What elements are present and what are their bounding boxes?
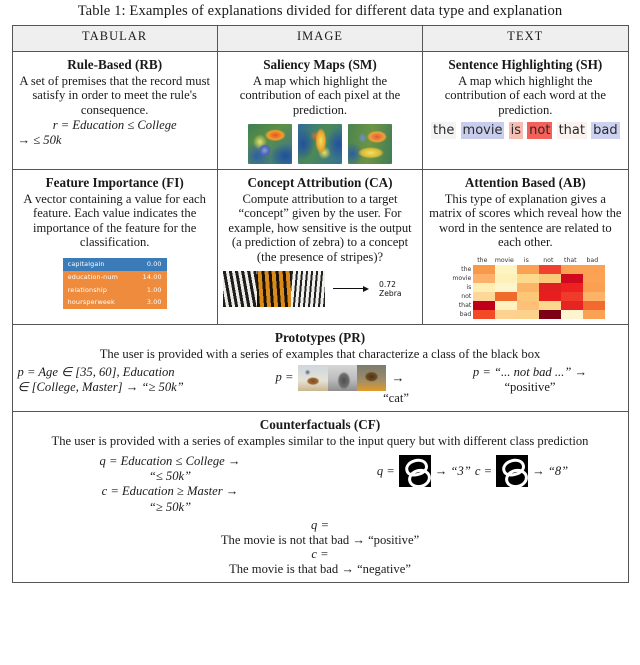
ab-cell — [495, 292, 517, 301]
ab-cell — [473, 283, 495, 292]
fi-row-capitalgain — [63, 258, 167, 271]
zebra-stripes-image-1 — [223, 271, 257, 307]
ab-cell — [583, 310, 605, 319]
pr-tabular-line-2: ∈ [College, Master] → “≥ 50k” — [17, 380, 184, 395]
ab-row-label-not: not — [461, 293, 472, 301]
cf-tab-line-1: q = Education ≤ College → — [99, 454, 241, 469]
ab-cell — [583, 292, 605, 301]
ab-cell — [583, 283, 605, 292]
pr-description: The user is provided with a series of examples that characterize a class of the black box — [99, 347, 541, 362]
fi-description: A vector containing a value for each feature. Each value indicates the importance of the feature for the classification. — [23, 191, 206, 250]
mnist-digit-counterfactual-image — [496, 455, 528, 487]
ab-cell — [473, 292, 495, 301]
ab-cell — [561, 274, 583, 283]
cf-query-output: → “3” — [434, 463, 471, 478]
ab-cell — [473, 265, 495, 274]
cell-attention-based — [423, 169, 628, 325]
ab-cell — [561, 292, 583, 301]
ab-cell — [539, 301, 561, 310]
table-body — [12, 51, 628, 582]
sh-token-bad: bad — [593, 122, 618, 138]
ab-row-that — [445, 301, 605, 310]
pr-cat-images — [298, 365, 386, 391]
mnist-digit-query-image — [399, 455, 431, 487]
fi-chart-wrap — [18, 258, 212, 309]
saliency-map-image-3 — [348, 124, 392, 164]
fi-feature-value: 3.00 — [146, 298, 162, 307]
ab-row-bad — [445, 310, 605, 319]
cf-counter-output: → “8” — [532, 463, 569, 478]
fi-feature-name: education-num — [67, 272, 118, 281]
cf-image-example — [323, 454, 623, 487]
explanations-table — [12, 25, 629, 583]
sm-image-strip — [223, 124, 417, 164]
ab-col-label-the: the — [477, 256, 488, 264]
ab-cell — [517, 274, 539, 283]
cf-query-prefix: q = — [376, 463, 395, 478]
pr-image-label: “cat” — [383, 391, 409, 406]
cf-tab-line-3: c = Education ≥ Master → — [101, 484, 239, 499]
ca-example — [223, 271, 417, 307]
cf-tab-line-2: “≤ 50k” — [148, 469, 192, 484]
fi-feature-name: hoursperweek — [67, 298, 115, 307]
ab-cell — [495, 310, 517, 319]
ca-score-label: 0.72 Zebra — [379, 279, 402, 298]
pr-text-line-1: p = “... not bad ...” → — [472, 365, 588, 380]
ab-col-label-movie: movie — [494, 256, 514, 264]
ab-cell — [539, 310, 561, 319]
ab-row-movie — [445, 274, 605, 283]
ab-col-label-bad: bad — [586, 256, 599, 264]
ab-column-labels — [445, 257, 605, 266]
sh-token-not: not — [529, 122, 551, 138]
pr-title: Prototypes (PR) — [274, 330, 366, 346]
saliency-map-image-2 — [298, 124, 342, 164]
ab-cell — [495, 265, 517, 274]
fi-row-hoursperweek — [63, 296, 167, 309]
ab-row-is — [445, 283, 605, 292]
ab-row-label-that: that — [458, 302, 472, 310]
sh-token-that: that — [558, 122, 585, 138]
pr-arrow-icon: → — [391, 370, 405, 386]
fi-row-education-num — [63, 271, 167, 284]
ab-row-label-is: is — [466, 284, 472, 292]
column-header-image: IMAGE — [217, 25, 422, 51]
ab-cell — [561, 265, 583, 274]
cat-photo-1 — [298, 365, 327, 391]
saliency-map-image-1 — [248, 124, 292, 164]
cell-saliency-maps — [217, 51, 422, 169]
feature-importance-chart — [63, 258, 167, 309]
fi-feature-value: 0.00 — [146, 260, 162, 269]
ca-arrow-icon — [333, 286, 369, 292]
ab-row-not — [445, 292, 605, 301]
cat-photo-2 — [328, 365, 357, 391]
cell-prototypes — [12, 325, 628, 411]
ab-cell — [495, 283, 517, 292]
table-row — [12, 51, 628, 169]
ab-row-the — [445, 265, 605, 274]
cf-txt-line-2: The movie is not that bad → “positive” — [220, 532, 420, 547]
ab-cell — [517, 265, 539, 274]
sh-token-the: the — [433, 122, 455, 138]
cell-sentence-highlighting — [423, 51, 628, 169]
cf-txt-line-4: The movie is that bad → “negative” — [229, 562, 411, 577]
ab-title: Attention Based (AB) — [464, 174, 586, 190]
ca-stripe-images — [223, 271, 325, 307]
pr-columns — [18, 365, 623, 406]
cell-feature-importance — [12, 169, 217, 325]
ab-cell — [539, 292, 561, 301]
pr-text-line-2: “positive” — [504, 380, 556, 395]
ab-cell — [561, 310, 583, 319]
pr-image-prefix: p = — [275, 370, 294, 385]
sh-description: A map which highlight the contribution of each word at the prediction. — [444, 73, 606, 117]
rb-formula-line-1: r = Education ≤ College — [52, 117, 177, 132]
attention-heatmap — [445, 257, 605, 320]
pr-text-example — [438, 365, 623, 395]
fi-feature-name: capitalgain — [67, 260, 105, 269]
fi-feature-name: relationship — [67, 285, 108, 294]
ca-description: Compute attribution to a target “concept” given by the user. For example, how sensitive is the output (a prediction of zebra) to a concept (the presence of stripes)? — [228, 191, 412, 264]
cell-counterfactuals — [12, 411, 628, 582]
rb-formula-line-2: → ≤ 50k — [17, 132, 62, 147]
ab-row-label-bad: bad — [459, 311, 472, 319]
ab-cell — [583, 274, 605, 283]
ab-cell — [517, 301, 539, 310]
ab-cell — [517, 292, 539, 301]
ab-cell — [539, 265, 561, 274]
fi-feature-value: 14.00 — [142, 272, 162, 281]
table-header — [12, 25, 628, 51]
cf-description: The user is provided with a series of examples similar to the input query but with different class prediction — [51, 433, 589, 448]
fi-title: Feature Importance (FI) — [45, 174, 184, 190]
cat-photo-3 — [357, 365, 386, 391]
cell-rule-based — [12, 51, 217, 169]
zebra-stripes-image-2 — [291, 271, 325, 307]
cf-tabular-example — [18, 454, 323, 514]
ab-cell — [561, 283, 583, 292]
ab-cell — [473, 310, 495, 319]
ab-row-label-the: the — [461, 266, 472, 274]
sh-token-is: is — [510, 122, 521, 138]
cf-text-example — [18, 518, 623, 577]
ab-heatmap-wrap — [428, 257, 622, 320]
ab-cell — [517, 310, 539, 319]
sh-title: Sentence Highlighting (SH) — [448, 56, 603, 72]
pr-tabular-example — [18, 365, 243, 395]
pr-image-example — [243, 365, 438, 406]
ab-cell — [561, 301, 583, 310]
ab-col-label-is: is — [523, 256, 529, 264]
cf-tab-line-4: “≥ 50k” — [148, 499, 192, 514]
sm-title: Saliency Maps (SM) — [263, 56, 377, 72]
ab-cell — [495, 301, 517, 310]
ab-col-label-not: not — [543, 256, 554, 264]
pr-tabular-line-1: p = Age ∈ [35, 60], Education — [17, 365, 175, 380]
fi-feature-value: 1.00 — [146, 285, 162, 294]
sm-description: A map which highlight the contribution of each pixel at the prediction. — [239, 73, 401, 117]
ab-description: This type of explanation gives a matrix of scores which reveal how the word in the sentence are related to each other. — [429, 191, 622, 250]
ab-cell — [583, 301, 605, 310]
cf-txt-line-1: q = — [311, 517, 329, 532]
pr-image-line — [276, 365, 405, 391]
ab-cell — [517, 283, 539, 292]
ab-row-label-movie: movie — [452, 275, 472, 283]
cf-txt-line-3: c = — [311, 547, 329, 562]
column-header-tabular: TABULAR — [12, 25, 217, 51]
tiger-stripes-image — [257, 271, 291, 307]
table-row — [12, 169, 628, 325]
ab-col-label-that: that — [564, 256, 577, 264]
ab-cell — [495, 274, 517, 283]
ca-title: Concept Attribution (CA) — [247, 174, 393, 190]
cf-title: Counterfactuals (CF) — [259, 416, 381, 432]
table-header-row — [12, 25, 628, 51]
table-row — [12, 411, 628, 582]
ab-cell — [539, 283, 561, 292]
rb-title: Rule-Based (RB) — [67, 56, 163, 72]
cf-mnist-line — [323, 455, 623, 487]
table-row — [12, 325, 628, 411]
cell-concept-attribution — [217, 169, 422, 325]
cf-top-columns — [18, 454, 623, 514]
ab-cell — [473, 274, 495, 283]
column-header-text: TEXT — [423, 25, 628, 51]
ab-cell — [539, 274, 561, 283]
table-caption: Table 1: Examples of explanations divided for different data type and explanation — [77, 3, 563, 19]
ab-cell — [583, 265, 605, 274]
cf-counter-prefix: c = — [474, 463, 493, 478]
ab-cell — [473, 301, 495, 310]
fi-row-relationship — [63, 284, 167, 297]
rb-description: A set of premises that the record must satisfy in order to meet the rule's consequence. — [19, 73, 210, 117]
sh-highlighted-sentence — [428, 123, 622, 138]
sh-token-movie: movie — [462, 122, 503, 138]
